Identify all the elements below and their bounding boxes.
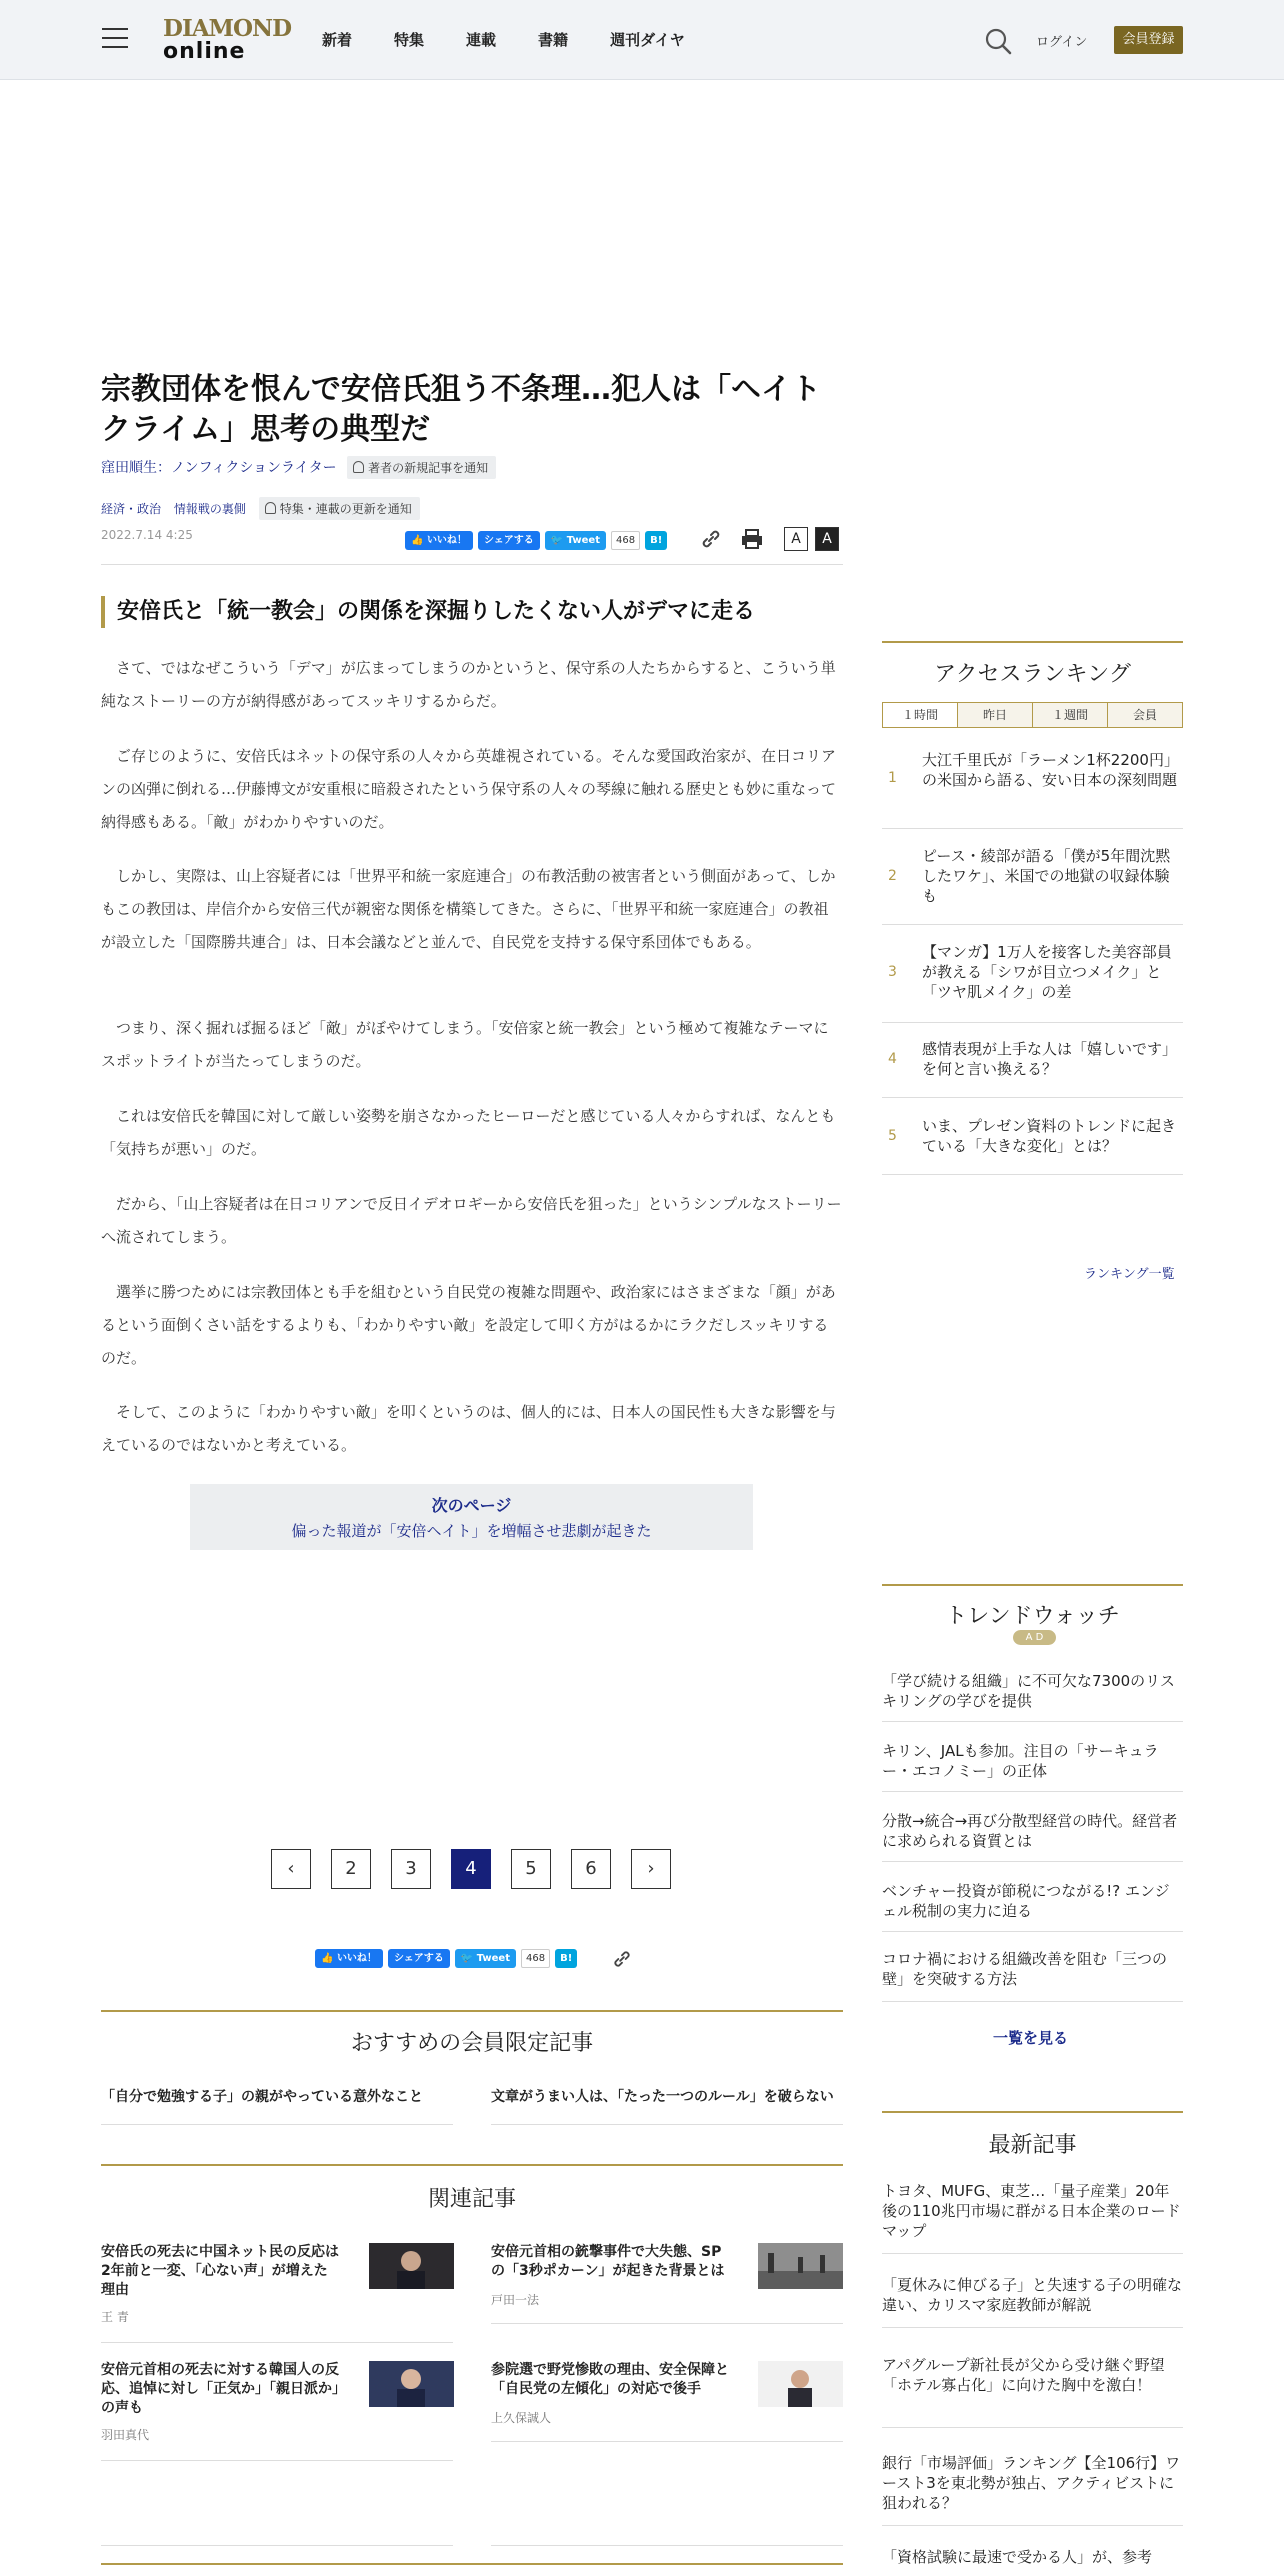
paragraph: しかし、実際は、山上容疑者には「世界平和統一家庭連合」の布教活動の被害者という側面があって、しかもこの教団は、岸信介から安倍三代が親密な関係を構築してきた。さらに、「世界平和統一家庭連合」の教祖が設立した「国際勝共連合」は、日本会議などと並んで、自民党を支持する保守系団体でもある。 [101,867,836,951]
trend-heading: トレンドウォッチ [945,1604,1120,1629]
divider [882,1791,1183,1792]
divider [882,1931,1183,1932]
divider [882,924,1183,925]
divider [882,1721,1183,1722]
trend-more-link[interactable]: 一覧を見る [993,2029,1069,2047]
site-header [0,0,1284,80]
recommended-item[interactable]: 「自分で勉強する子」の親がやっている意外なこと [101,2089,423,2105]
related-author: 戸田一法 [491,2293,540,2307]
divider [101,2545,453,2546]
font-size-large-button[interactable]: A [815,527,839,551]
series-notify-label: 特集・連載の更新を通知 [279,502,412,516]
divider [882,641,1183,643]
nav-new[interactable]: 新着 [322,31,353,49]
tab-1hour[interactable]: １時間 [883,703,957,727]
copy-link-icon[interactable] [611,1948,633,1970]
ranking-title: ピース・綾部が語る「僕が5年間沈黙したワケ」、米国での地獄の収録体験も [922,847,1171,905]
bell-icon [353,461,364,473]
recommended-heading: おすすめの会員限定記事 [350,2031,594,2056]
tweet-label: Tweet [476,1953,510,1964]
divider [882,2427,1183,2428]
article-title: 宗教団体を恨んで安倍氏狙う不条理…犯人は「ヘイトクライム」思考の典型だ [101,372,821,447]
divider [882,2327,1183,2328]
copy-link-icon[interactable] [699,527,723,551]
author-line [101,456,496,479]
prev-page-button[interactable]: ‹ [271,1849,311,1889]
related-heading: 関連記事 [427,2187,516,2212]
ranking-number: 3 [888,964,897,980]
latest-heading: 最新記事 [988,2133,1077,2158]
divider [882,2253,1183,2254]
tab-1week[interactable]: １週間 [1032,703,1107,727]
ranking-item[interactable] [882,750,1183,832]
share-bar-bottom [315,1949,577,1968]
related-author: 上久保誠人 [491,2411,552,2425]
divider [882,828,1183,829]
related-article[interactable] [491,2361,843,2441]
ranking-title: 【マンガ】1万人を接客した美容部員が教える「シワが目立つメイク」と「ツヤ肌メイク」の差 [922,943,1172,1001]
logo-line1: DIAMOND [163,15,292,42]
divider [101,2124,453,2125]
related-title: 参院選で野党惨敗の理由、安全保障と「自民党の左傾化」の対応で後手 [491,2362,729,2397]
trend-item[interactable]: キリン、JALも参加。注目の「サーキュラー・エコノミー」の正体 [882,1742,1159,1780]
ranking-number: 2 [888,868,897,884]
trend-item[interactable]: ベンチャー投資が節税につながる!? エンジェル税制の実力に迫る [882,1882,1170,1920]
related-title: 安倍元首相の銃撃事件で大失態、SPの「3秒ポカーン」が起きた背景とは [491,2244,725,2279]
related-article[interactable] [491,2243,843,2323]
trend-item[interactable]: 「学び続ける組織」に不可欠な7300のリスキリングの学びを提供 [882,1672,1175,1710]
related-thumbnail [758,2243,843,2289]
related-thumbnail [758,2361,843,2407]
bell-icon [265,502,276,514]
paragraph: そして、このように「わかりやすい敵」を叩くというのは、個人的には、日本人の国民性も大きな影響を与えているのではないかと考えている。 [101,1403,836,1454]
related-author: 羽田真代 [101,2428,150,2442]
divider [882,1097,1183,1098]
like-label: いいね！ [336,1953,377,1964]
page-2-button[interactable]: 2 [331,1849,371,1889]
divider [101,2460,453,2461]
next-page-button[interactable]: › [631,1849,671,1889]
ranking-number: 1 [888,770,897,786]
related-author: 王 青 [101,2310,129,2324]
logo-line2: online [163,39,246,64]
ranking-title: いま、プレゼン資料のトレンドに起きている「大きな変化」とは？ [922,1117,1177,1155]
trend-item[interactable]: 分散→統合→再び分散型経営の時代。経営者に求められる資質とは [882,1812,1178,1850]
divider [491,2323,843,2324]
tweet-button[interactable]: 🐦 Tweet [545,531,606,550]
divider [882,2525,1183,2526]
ranking-item[interactable] [882,1039,1183,1099]
tweet-button[interactable]: 🐦 Tweet [455,1949,516,1968]
page-6-button[interactable]: 6 [571,1849,611,1889]
related-title: 安倍元首相の死去に対する韓国人の反応、追悼に対し「正気か」「親日派か」の声も [101,2362,339,2416]
ranking-title: 大江千里氏が「ラーメン1杯2200円」の米国から語る、安い日本の深刻問題 [922,751,1179,789]
nav-books[interactable]: 書籍 [538,31,569,49]
latest-item[interactable]: 「資格試験に最速で受かる人」が、参考 [882,2548,1153,2566]
divider [882,2001,1183,2002]
trend-item[interactable]: コロナ禍における組織改善を阻む「三つの壁」を突破する方法 [882,1950,1168,1988]
ranking-heading: アクセスランキング [934,662,1131,687]
like-label: いいね！ [426,535,467,546]
latest-item[interactable]: アパグループ新社長が父から受け継ぐ野望「ホテル寡占化」に向けた胸中を激白！ [882,2356,1165,2394]
ranking-number: 4 [888,1051,897,1067]
category-economy-politics[interactable]: 経済・政治 [101,502,162,516]
divider [101,2342,453,2343]
ranking-item[interactable] [882,846,1183,928]
site-logo[interactable] [163,15,292,64]
next-page-title: 偏った報道が「安倍ヘイト」を増幅させ悲劇が起きた [291,1522,652,1540]
divider [882,1174,1183,1175]
divider [101,2563,843,2565]
tab-members[interactable]: 会員 [1107,703,1182,727]
facebook-share-button[interactable]: シェアする [388,1949,450,1968]
page-5-button[interactable]: 5 [511,1849,551,1889]
divider [491,2124,843,2125]
menu-icon[interactable] [102,28,128,50]
print-icon[interactable] [739,527,765,551]
latest-item[interactable]: 「夏休みに伸びる子」と失速する子の明確な違い、カリスマ家庭教師が解説 [882,2276,1183,2314]
main-nav [322,29,727,50]
category-info-war[interactable]: 情報戦の裏側 [173,502,246,516]
facebook-share-button[interactable]: シェアする [478,531,540,550]
next-page-link[interactable] [190,1484,753,1550]
ranking-title: 感情表現が上手な人は「嬉しいです」を何と言い換える？ [922,1040,1178,1078]
publish-date: 2022.7.14 4:25 [101,528,193,542]
page-4-current[interactable]: 4 [451,1849,491,1889]
register-button[interactable]: 会員登録 [1114,26,1183,54]
paragraph: これは安倍氏を韓国に対して厳しい姿勢を崩さなかったヒーローだと感じている人々からすれば、なんとも「気持ちが悪い」のだ。 [101,1107,836,1158]
related-thumbnail [369,2361,454,2407]
paragraph: ご存じのように、安倍氏はネットの保守系の人々から英雄視されている。そんな愛国政治家が、在日コリアンの凶弾に倒れる…伊藤博文が安重根に暗殺されたという保守系の人々の琴線に触れる歴史とも妙に重なって納得感もある。「敵」がわかりやすいのだ。 [101,747,837,831]
login-link[interactable]: ログイン [1036,35,1088,50]
next-page-label: 次のページ [431,1496,512,1515]
share-bar-top [405,531,667,550]
ranking-tabs [882,702,1183,728]
nav-weekly-diamond[interactable]: 週刊ダイヤ [610,31,685,49]
section-heading: 安倍氏と「統一教会」の関係を深掘りしたくない人がデマに走る [101,596,843,628]
related-thumbnail [369,2243,454,2289]
hatena-bookmark-button[interactable]: B! [555,1949,577,1968]
divider [491,2441,843,2442]
category-links [101,497,420,520]
nav-features[interactable]: 特集 [394,31,425,49]
series-notify-button[interactable] [259,497,420,520]
facebook-like-button[interactable]: 👍 いいね！ [405,531,473,550]
tweet-label: Tweet [566,535,600,546]
search-icon[interactable] [984,27,1012,55]
recommended-item[interactable]: 文章がうまい人は、「たった一つのルール」を破らない [491,2089,834,2105]
latest-item[interactable]: トヨタ、MUFG、東芝…「量子産業」20年後の110兆円市場に群がる日本企業のロードマップ [882,2182,1181,2240]
divider [882,2111,1183,2113]
paragraph: さて、ではなぜこういう「デマ」が広まってしまうのかというと、保守系の人たちからすると、こういう単純なストーリーの方が納得感があってスッキリするからだ。 [101,659,836,710]
font-size-small-button[interactable]: A [784,527,808,551]
divider [882,1861,1183,1862]
paragraph: だから、「山上容疑者は在日コリアンで反日イデオロギーから安倍氏を狙った」というシンプルなストーリーへ流されてしまう。 [101,1195,842,1246]
facebook-like-button[interactable]: 👍 いいね！ [315,1949,383,1968]
hatena-count: 468 [611,531,640,550]
page-3-button[interactable]: 3 [391,1849,431,1889]
divider [882,1022,1183,1023]
ranking-more-link[interactable]: ランキング一覧 [1084,1267,1175,1282]
author-name[interactable]: 窪田順生：ノンフィクションライター [101,460,337,476]
tab-yesterday[interactable]: 昨日 [957,703,1032,727]
author-notify-label: 著者の新規記事を通知 [368,461,489,475]
related-article[interactable] [101,2243,453,2343]
hatena-count: 468 [521,1949,550,1968]
ranking-item[interactable] [882,942,1183,1024]
latest-item[interactable]: 銀行「市場評価」ランキング【全106行】ワースト3を東北勢が独占、アクティビストに狙われる？ [882,2454,1181,2512]
divider [101,2010,843,2012]
divider [101,2164,843,2166]
ranking-item[interactable] [882,1116,1183,1176]
divider [101,564,843,565]
divider [491,2545,843,2546]
divider [882,1584,1183,1586]
paragraph: つまり、深く掘れば掘るほど「敵」がぼやけてしまう。「安倍家と統一教会」という極めて複雑なテーマにスポットライトが当たってしまうのだ。 [101,1019,829,1070]
ranking-number: 5 [888,1128,897,1144]
nav-series[interactable]: 連載 [466,31,497,49]
hatena-bookmark-button[interactable]: B! [645,531,667,550]
related-article[interactable] [101,2361,453,2461]
related-title: 安倍氏の死去に中国ネット民の反応は2年前と一変、「心ない声」が増えた理由 [101,2244,339,2298]
paragraph: 選挙に勝つためには宗教団体とも手を組むという自民党の複雑な問題や、政治家にはさまざまな「顔」があるという面倒くさい話をするよりも、「わかりやすい敵」を設定して叩く方がはるかにラクだしスッキリするのだ。 [101,1283,836,1367]
ad-badge: A D [1013,1630,1056,1645]
author-notify-button[interactable] [347,456,496,479]
